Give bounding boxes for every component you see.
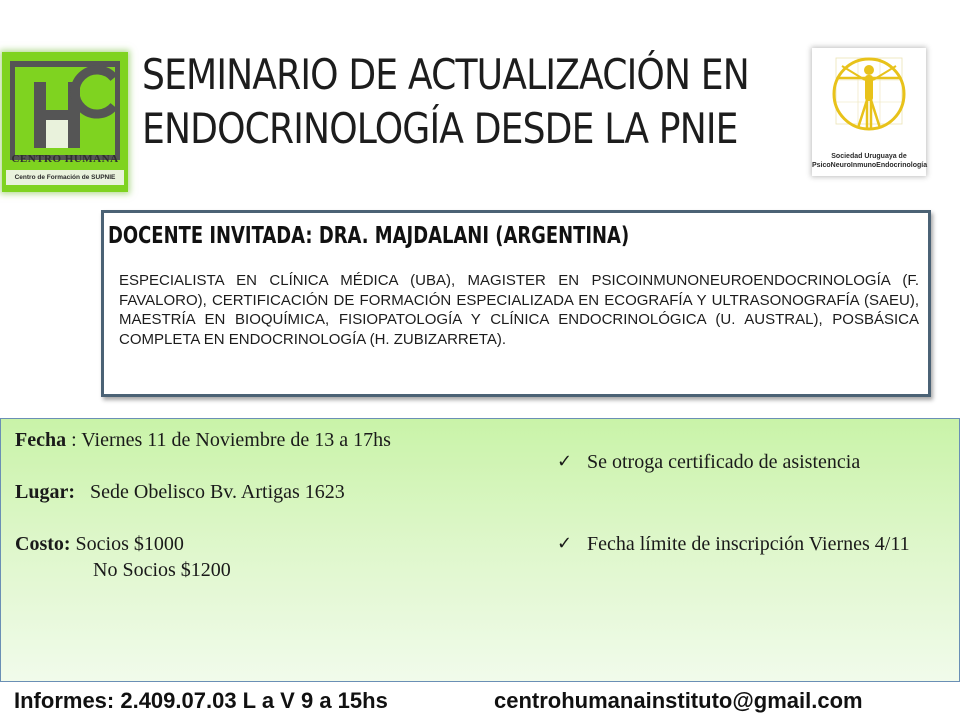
list-item (557, 449, 957, 475)
contact-phone: Informes: 2.409.07.03 L a V 9 a 15hs (14, 688, 388, 713)
contact-email[interactable]: centrohumanainstituto@gmail.com (494, 688, 863, 713)
lugar-value: Sede Obelisco Bv. Artigas 1623 (90, 481, 345, 503)
list-item (557, 531, 957, 557)
docente-heading: DOCENTE INVITADA: DRA. MAJDALANI (ARGENTINA) (108, 223, 630, 249)
fecha-label: Fecha (15, 429, 67, 451)
supnie-logo (812, 48, 926, 176)
fecha-row (15, 427, 445, 453)
logo-right-line-2: PsicoNeuroInmunoEndocrinología (812, 162, 928, 169)
vitruvian-man-icon (832, 52, 906, 148)
logo-right-line-1: Sociedad Uruguaya de (831, 153, 907, 160)
docente-bio: ESPECIALISTA EN CLÍNICA MÉDICA (UBA), MAGISTER EN PSICOINMUNONEUROENDOCRINOLOGÍA (F. FAVALORO), CERTIFICACIÓN DE FORMACIÓN ESPECIALIZADA EN ECOGRAFÍA Y ULTRASONOGRAFÍA (SAEU), MAESTRÍA EN BIOQUÍMICA, FISIOPATOLOGÍA Y CLÍNICA ENDOCRINOLÓGICA (U. AUSTRAL), POSBÁSICA COMPLETA EN ENDOCRINOLOGÍA (H. ZUBIZARRETA). (119, 272, 919, 348)
logo-left-name: CENTRO HUMANA (11, 153, 119, 165)
logo-right-caption (812, 152, 926, 170)
event-details (15, 427, 445, 609)
costo-label: Costo: (15, 533, 71, 555)
info-box (0, 418, 960, 682)
hc-monogram-icon (10, 60, 120, 160)
check-item-text: Fecha límite de inscripción Viernes 4/11 (587, 533, 910, 555)
check-list (557, 449, 957, 613)
checkmark-icon: ✓ (557, 451, 573, 472)
title-line-1: SEMINARIO DE ACTUALIZACIÓN EN (142, 50, 749, 99)
fecha-value: : Viernes 11 de Noviembre de 13 a 17hs (71, 429, 391, 451)
check-item-text: Se otroga certificado de asistencia (587, 451, 861, 473)
logo-left-subtitle: Centro de Formación de SUPNIE (6, 170, 124, 185)
checkmark-icon: ✓ (557, 533, 573, 554)
costo-row (15, 531, 445, 583)
lugar-row (15, 479, 445, 505)
costo-socios: Socios $1000 (75, 533, 184, 555)
page-title (142, 48, 749, 156)
lugar-label: Lugar: (15, 481, 75, 503)
costo-no-socios: No Socios $1200 (93, 559, 231, 581)
centro-humana-logo (2, 52, 128, 192)
title-line-2: ENDOCRINOLOGÍA DESDE LA PNIE (142, 104, 738, 153)
docente-box (101, 210, 931, 397)
